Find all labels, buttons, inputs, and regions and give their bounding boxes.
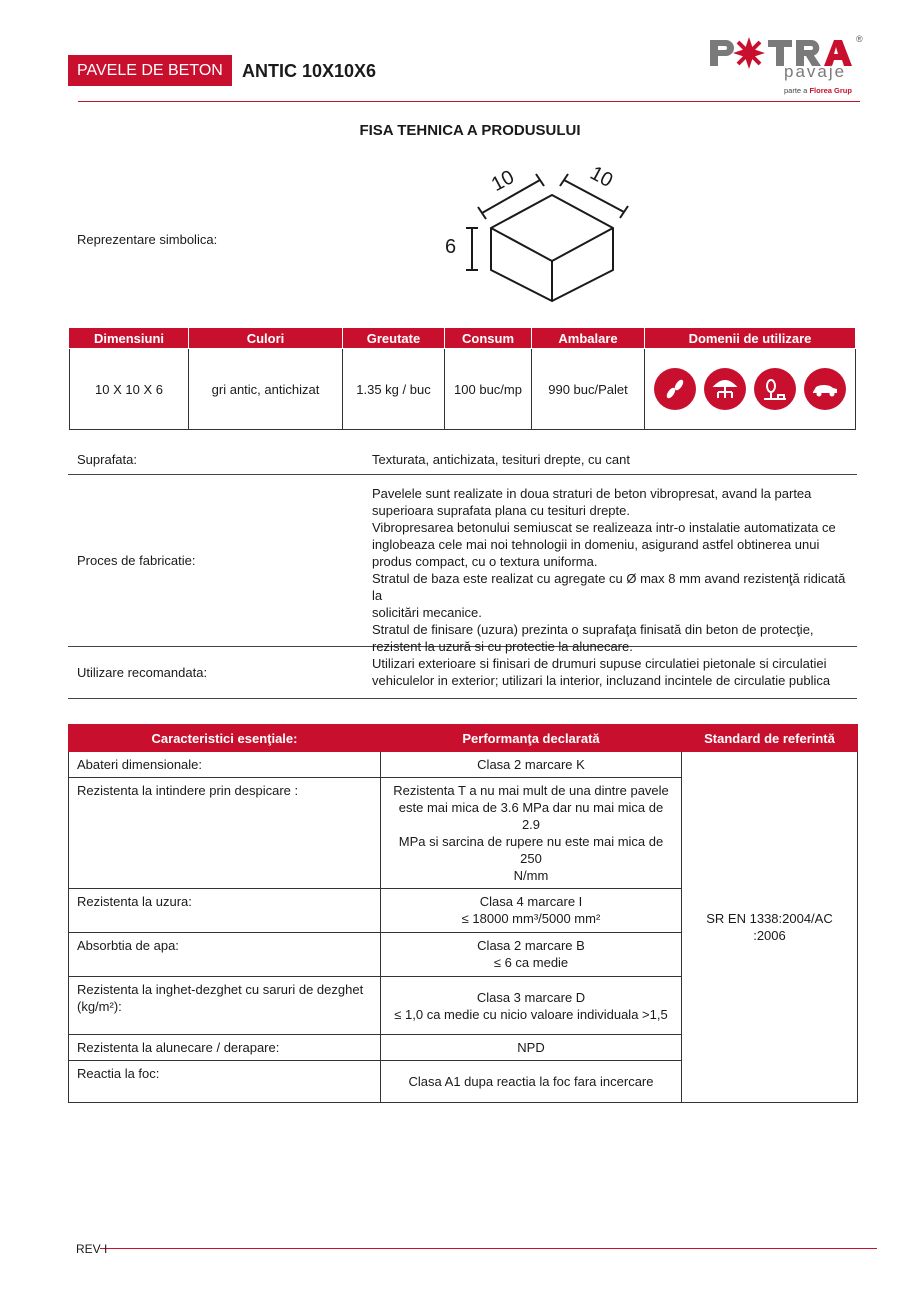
text-line: Clasa 4 marcare I xyxy=(479,894,583,909)
spec-colors: gri antic, antichizat xyxy=(189,349,343,430)
spec-header: Dimensiuni xyxy=(70,328,189,349)
property-value: Texturata, antichizata, tesituri drepte, cu cant xyxy=(372,451,630,467)
text-line: MPa si sarcina de rupere nu este mai mica de 250 xyxy=(398,834,664,866)
text-line: NPD xyxy=(517,1040,545,1055)
text-line: Reactia la foc: xyxy=(77,1066,160,1081)
text-line: Clasa 2 marcare B xyxy=(477,938,585,953)
spec-dimensions: 10 X 10 X 6 xyxy=(70,349,189,430)
property-list xyxy=(68,444,857,699)
text-line: Rezistenta la intindere prin despicare : xyxy=(77,783,299,798)
footer-divider xyxy=(100,1248,877,1249)
char-name xyxy=(69,1035,381,1061)
property-manufacturing xyxy=(68,475,857,654)
spec-packaging: 990 buc/Palet xyxy=(532,349,645,430)
char-perf xyxy=(381,933,682,977)
text-line: Clasa A1 dupa reactia la foc fara incercare xyxy=(408,1074,654,1089)
text-line: ≤ 1,0 ca medie cu nicio valoare individuala >1,5 xyxy=(394,1006,668,1022)
char-perf xyxy=(381,889,682,933)
property-surface xyxy=(68,444,857,475)
char-header: Performanţa declarată xyxy=(381,725,682,752)
property-label: Proces de fabricatie: xyxy=(77,553,196,568)
text-line: produs compact, cu o textura uniforma. xyxy=(372,554,598,569)
logo-group-line xyxy=(784,86,852,95)
text-line: Abateri dimensionale: xyxy=(77,757,203,772)
paver-left-face xyxy=(491,228,552,301)
document-title: FISA TEHNICA A PRODUSULUI xyxy=(359,122,581,139)
char-name xyxy=(69,752,381,778)
spec-header: Ambalare xyxy=(532,328,645,349)
category-badge: PAVELE DE BETON xyxy=(68,55,232,86)
text-line: Rezistenta T a nu mai mult de una dintre pavele xyxy=(393,783,669,798)
paver-top-face xyxy=(491,195,613,261)
text-line: Rezistenta la inghet-dezghet cu saruri de dezghet xyxy=(77,982,364,997)
footpath-icon xyxy=(654,368,696,410)
paver-right-face xyxy=(552,228,613,301)
text-line: Utilizari exterioare si finisari de drumuri supuse circulatiei pietonale si circulatiei xyxy=(372,656,827,671)
char-perf xyxy=(381,1061,682,1103)
property-usage xyxy=(68,647,857,699)
char-perf xyxy=(381,977,682,1035)
dimension-label-height: 6 xyxy=(445,236,457,258)
char-standard: SR EN 1338:2004/AC :2006 xyxy=(682,752,858,1103)
text-line: Stratul de baza este realizat cu agregate cu Ø max 8 mm avand rezistenţă ridicată la xyxy=(372,571,846,603)
logo-subtitle: pavaje xyxy=(784,62,847,81)
characteristics-table xyxy=(68,724,858,1103)
char-header: Standard de referintă xyxy=(682,725,858,752)
text-line: Clasa 3 marcare D xyxy=(476,989,586,1005)
property-value xyxy=(372,475,857,654)
char-header: Caracteristici esenţiale: xyxy=(69,725,381,752)
dimension-label-depth: 10 xyxy=(586,162,617,192)
char-name xyxy=(69,933,381,977)
text-line: Rezistenta la alunecare / derapare: xyxy=(77,1040,280,1055)
property-label: Utilizare recomandata: xyxy=(77,665,208,680)
specs-table xyxy=(69,327,856,430)
char-perf xyxy=(381,1035,682,1061)
text-line: superioara suprafata plana cu tesituri drepte. xyxy=(372,503,630,518)
logo-group-name: Florea Grup xyxy=(809,86,852,95)
text-line: rezistent la uzură si cu protectie la alunecare. xyxy=(372,639,633,654)
car-icon xyxy=(804,368,846,410)
dimension-line-height xyxy=(466,228,478,270)
text-line: Absorbtia de apa: xyxy=(77,938,179,953)
text-line: Stratul de finisare (uzura) prezinta o suprafaţa finisată din beton de protecţie, xyxy=(372,622,814,637)
spec-header: Consum xyxy=(445,328,532,349)
char-name xyxy=(69,889,381,933)
text-line: Rezistenta la uzura: xyxy=(77,894,192,909)
char-perf xyxy=(381,778,682,889)
char-name xyxy=(69,1061,381,1103)
text-line: vehiculelor in exterior; utilizari la interior, incluzand incintele de circulatie publica xyxy=(372,673,831,688)
dimension-label-width: 10 xyxy=(487,166,518,196)
property-value xyxy=(372,647,857,698)
logo-group-prefix: parte a xyxy=(784,86,808,95)
spec-usage xyxy=(645,349,856,430)
char-name xyxy=(69,977,381,1035)
product-title: ANTIC 10X10X6 xyxy=(242,61,377,81)
spec-weight: 1.35 kg / buc xyxy=(343,349,445,430)
spec-header: Greutate xyxy=(343,328,445,349)
text-line: Clasa 2 marcare K xyxy=(477,757,585,772)
spec-header: Culori xyxy=(189,328,343,349)
text-line: Pavelele sunt realizate in doua straturi de beton vibropresat, avand la partea xyxy=(372,486,812,501)
revision-label: REV I xyxy=(76,1242,108,1256)
char-perf xyxy=(381,752,682,778)
text-line: ≤ 18000 mm³/5000 mm² xyxy=(461,911,601,926)
char-name xyxy=(69,778,381,889)
text-line: (kg/m²): xyxy=(77,999,122,1014)
text-line: ≤ 6 ca medie xyxy=(493,955,569,970)
symbolic-label: Reprezentare simbolica: xyxy=(77,232,218,247)
text-line: Vibropresarea betonului semiuscat se realizeaza intr-o instalatie automatizata ce xyxy=(372,520,836,535)
text-line: N/mm xyxy=(513,868,549,883)
park-icon xyxy=(754,368,796,410)
paver-diagram xyxy=(430,158,650,306)
text-line: este mai mica de 3.6 MPa dar nu mai mica de 2.9 xyxy=(398,800,664,832)
terrace-icon xyxy=(704,368,746,410)
logo-registered-mark: ® xyxy=(856,34,863,44)
table-row xyxy=(69,752,858,778)
spec-header: Domenii de utilizare xyxy=(645,328,856,349)
header-divider xyxy=(78,101,860,102)
text-line: solicitări mecanice. xyxy=(372,605,482,620)
company-logo xyxy=(706,34,868,98)
property-label: Suprafata: xyxy=(77,451,137,467)
spec-consumption: 100 buc/mp xyxy=(445,349,532,430)
text-line: inglobeaza cele mai noi tehnologii in domeniu, asigurand astfel obtinerea unui xyxy=(372,537,820,552)
